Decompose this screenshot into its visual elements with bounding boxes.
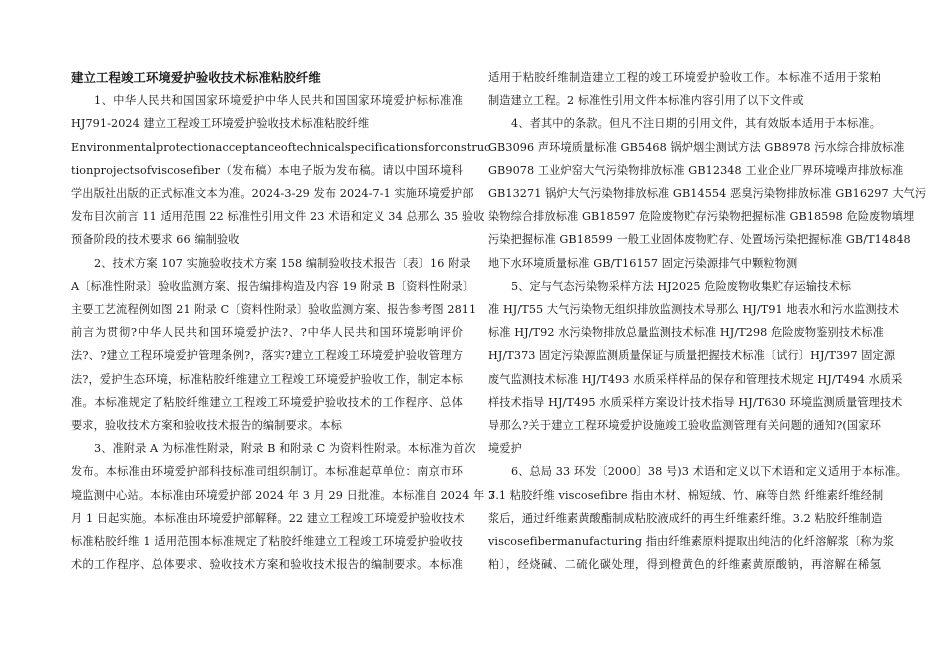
text-line: 粕〕，经烧碱、二硫化碳处理，得到橙黄色的纤维素黄原酸钠，再溶解在稀氢 <box>488 558 881 572</box>
text-line: 标准 HJ/T92 水污染物排放总量监测技术标准 HJ/T298 危险废物鉴别技术标准 <box>488 326 884 340</box>
text-line: 主要工艺流程例如图 21 附录 C〔资料性附录〕验收监测方案、报告参考图 2811 <box>71 303 477 317</box>
left-column-text <box>71 89 496 576</box>
text-line: 法?，爱护生态环境，标准粘胶纤维建立工程竣工环境爱护验收工作，制定本标 <box>71 372 463 386</box>
text-line: 3.1 粘胶纤维 viscosefibre 指由木材、棉短绒、竹、麻等自然 纤维素纤维经制 <box>488 488 884 502</box>
text-line: 预备阶段的技术要求 66 编制验收 <box>71 233 240 247</box>
text-line: 准。本标准规定了粘胶纤维建立工程竣工环境爱护验收技术的工作程序、总体 <box>71 395 463 409</box>
left-column <box>71 66 496 576</box>
text-line: 境爱护 <box>488 442 522 456</box>
text-line: 废气监测技术标准 HJ/T493 水质采样样品的保存和管理技术规定 HJ/T494 水质采 <box>488 372 903 386</box>
text-line: 前言为贯彻?中华人民共和国环境爱护法?、?中华人民共和国环境影响评价 <box>71 326 463 340</box>
text-line: 浆后，通过纤维素黄酸酯制成粘胶液成纤的再生纤维素纤维。3.2 粘胶纤维制造 <box>488 511 883 525</box>
text-line: 法?、?建立工程环境爱护管理条例?，落实?建立工程竣工环境爱护验收管理方 <box>71 349 463 363</box>
text-line: 术的工作程序、总体要求、验收技术方案和验收技术报告的编制要求。本标准 <box>71 558 463 572</box>
text-line: 5、定与气态污染物采样方法 HJ2025 危险废物收集贮存运输技术标 <box>511 279 852 293</box>
text-line: 3、准附录 A 为标准性附录，附录 B 和附录 C 为资料性附录。本标准为首次 <box>94 442 476 456</box>
text-line: 发布目次前言 11 适用范围 22 标准性引用文件 23 术语和定义 34 总那么 35 验收 <box>71 210 485 224</box>
text-line: 导那么?关于建立工程环境爱护设施竣工验收监测管理有关问题的通知?(国家环 <box>488 419 881 433</box>
text-line: 境监测中心站。本标准由环境爱护部 2024 年 3 月 29 日批准。本标准自 2024 年 7 <box>71 488 496 502</box>
text-line: GB9078 工业炉窑大气污染物排放标准 GB12348 工业企业厂界环境噪声排放标准 <box>488 163 904 177</box>
text-line: 学出版社出版的正式标准文本为准。2024-3-29 发布 2024-7-1 实施环境爱护部 <box>71 187 474 201</box>
text-line: 地下水环境质量标准 GB/T16157 固定污染源排气中颗粒物测 <box>488 256 798 270</box>
text-line: 4、者其中的条款。但凡不注日期的引用文件，其有效版本适用于本标准。 <box>511 117 881 131</box>
text-line: viscosefibermanufacturing 指由纤维素原料提取出纯洁的化纤溶解浆〔称为浆 <box>488 535 895 549</box>
text-line: 发布。本标准由环境爱护部科技标准司组织制订。本标准起草单位：南京市环 <box>71 465 463 479</box>
text-line: HJ791-2024 建立工程竣工环境爱护验收技术标准粘胶纤维 <box>71 117 370 131</box>
text-line: 准 HJ/T55 大气污染物无组织排放监测技术导那么 HJ/T91 地表水和污水监测技术 <box>488 303 900 317</box>
right-column <box>488 66 927 576</box>
text-line: 制造建立工程。2 标准性引用文件本标准内容引用了以下文件或 <box>488 94 804 108</box>
text-line: Environmentalprotectionacceptanceoftechnicalspecificationsforconstruc <box>71 140 491 154</box>
document-title: 建立工程竣工环境爱护验收技术标准粘胶纤维 <box>71 70 321 85</box>
text-line: A〔标准性附录〕验收监测方案、报告编排构造及内容 19 附录 B〔资料性附录〕 <box>71 279 475 293</box>
text-line: 适用于粘胶纤维制造建立工程的竣工环境爱护验收工作。本标准不适用于浆粕 <box>488 71 881 84</box>
text-line: 2、技术方案 107 实施验收技术方案 158 编制验收技术报告〔表〕16 附录 <box>94 256 471 270</box>
text-line: tionprojectsofviscosefiber（发布稿）本电子版为发布稿。请以中国环境科 <box>71 163 463 177</box>
right-column-text <box>488 66 927 576</box>
text-line: 1、中华人民共和国国家环境爱护中华人民共和国国家环境爱护标标准准 <box>94 94 463 108</box>
text-line: HJ/T373 固定污染源监测质量保证与质量把握技术标准〔试行〕HJ/T397 固定源 <box>488 349 896 363</box>
text-line: 标准粘胶纤维 1 适用范围本标准规定了粘胶纤维建立工程竣工环境爱护验收技 <box>71 535 463 549</box>
text-line: 样技术指导 HJ/T495 水质采样方案设计技术指导 HJ/T630 环境监测质量管理技术 <box>488 395 903 409</box>
text-line: 污染把握标准 GB18599 一般工业固体废物贮存、处置场污染把握标准 GB/T14848 <box>488 233 911 247</box>
text-line: 要求，验收技术方案和验收技术报告的编制要求。本标 <box>71 419 342 433</box>
text-line: 6、总局 33 环发〔2000〕38 号)3 术语和定义以下术语和定义适用于本标准。 <box>511 465 908 479</box>
text-line: GB3096 声环境质量标准 GB5468 锅炉烟尘测试方法 GB8978 污水综合排放标准 <box>488 140 905 154</box>
text-line: 月 1 日起实施。本标准由环境爱护部解释。22 建立工程竣工环境爱护验收技术 <box>71 511 465 525</box>
text-line: GB13271 锅炉大气污染物排放标准 GB14554 恶臭污染物排放标准 GB16297 大气污 <box>488 187 927 201</box>
text-line: 染物综合排放标准 GB18597 危险废物贮存污染物把握标准 GB18598 危险废物填埋 <box>488 210 915 224</box>
